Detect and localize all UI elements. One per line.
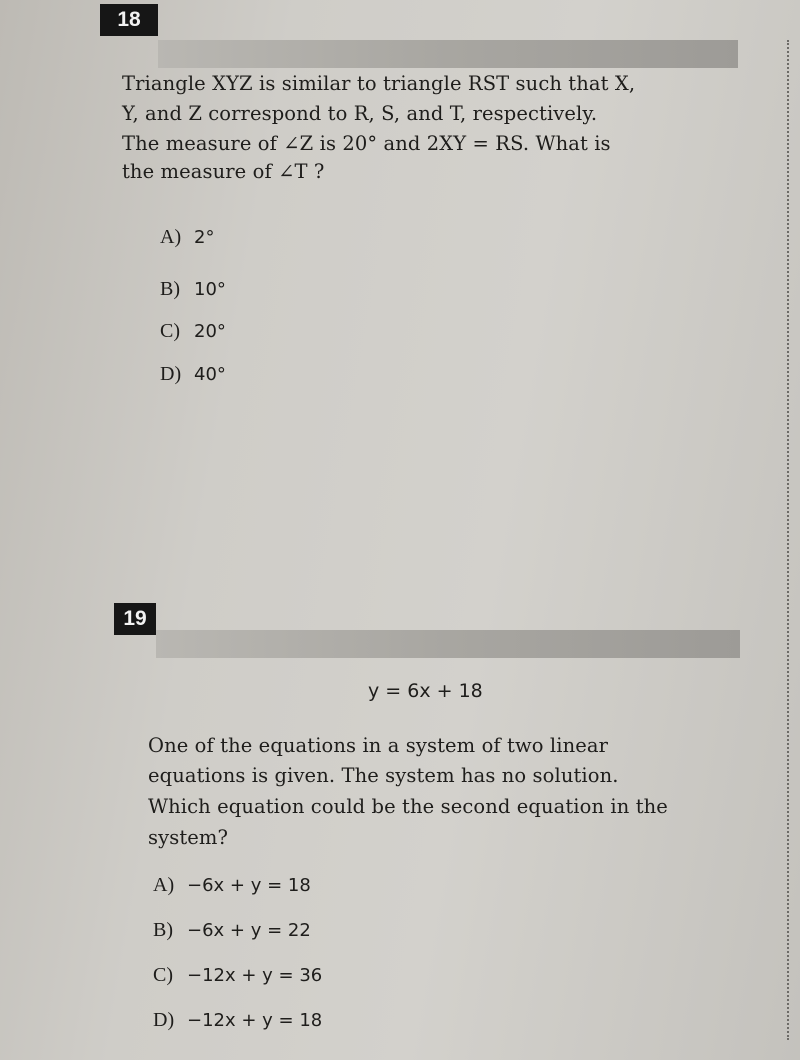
- choice-letter: C): [153, 964, 173, 986]
- question-text-line: system?: [148, 826, 229, 849]
- choice-value: −6x + y = 22: [187, 920, 311, 941]
- choice-letter: C): [160, 320, 180, 342]
- question-text-line: Triangle XYZ is similar to triangle RST such that X,: [122, 72, 636, 95]
- choice-value: −12x + y = 36: [187, 965, 323, 986]
- answer-choice-c[interactable]: [153, 964, 322, 987]
- question-text-line: The measure of ∠Z is 20° and 2XY = RS. What is: [122, 132, 611, 155]
- choice-letter: A): [153, 874, 175, 896]
- answer-choice-d[interactable]: [160, 363, 226, 386]
- answer-choice-a[interactable]: [153, 874, 311, 897]
- choice-value: −12x + y = 18: [187, 1010, 323, 1031]
- choice-value: 2°: [194, 227, 215, 248]
- question-text-line: Which equation could be the second equation in the: [148, 795, 668, 818]
- question-number: 19: [114, 603, 156, 635]
- choice-value: 40°: [194, 364, 226, 385]
- choice-letter: B): [153, 919, 173, 941]
- question-header-bar: [156, 630, 740, 658]
- choice-value: −6x + y = 18: [187, 875, 311, 896]
- given-equation: y = 6x + 18: [368, 680, 483, 702]
- question-number: 18: [100, 4, 158, 36]
- answer-choice-b[interactable]: [153, 919, 311, 942]
- answer-choice-b[interactable]: [160, 278, 226, 301]
- question-text-line: One of the equations in a system of two linear: [148, 734, 609, 757]
- choice-letter: B): [160, 278, 180, 300]
- choice-letter: D): [160, 363, 182, 385]
- choice-value: 10°: [194, 279, 226, 300]
- question-text-line: the measure of ∠T ?: [122, 160, 325, 183]
- question-text-line: Y, and Z correspond to R, S, and T, respectively.: [122, 102, 598, 125]
- answer-choice-c[interactable]: [160, 320, 226, 343]
- question-header-bar: [158, 40, 738, 68]
- choice-value: 20°: [194, 321, 226, 342]
- choice-letter: D): [153, 1009, 175, 1031]
- choice-letter: A): [160, 226, 182, 248]
- page-edge-dotted-line: [787, 40, 789, 1040]
- question-text-line: equations is given. The system has no solution.: [148, 764, 619, 787]
- answer-choice-a[interactable]: [160, 226, 214, 249]
- answer-choice-d[interactable]: [153, 1009, 322, 1032]
